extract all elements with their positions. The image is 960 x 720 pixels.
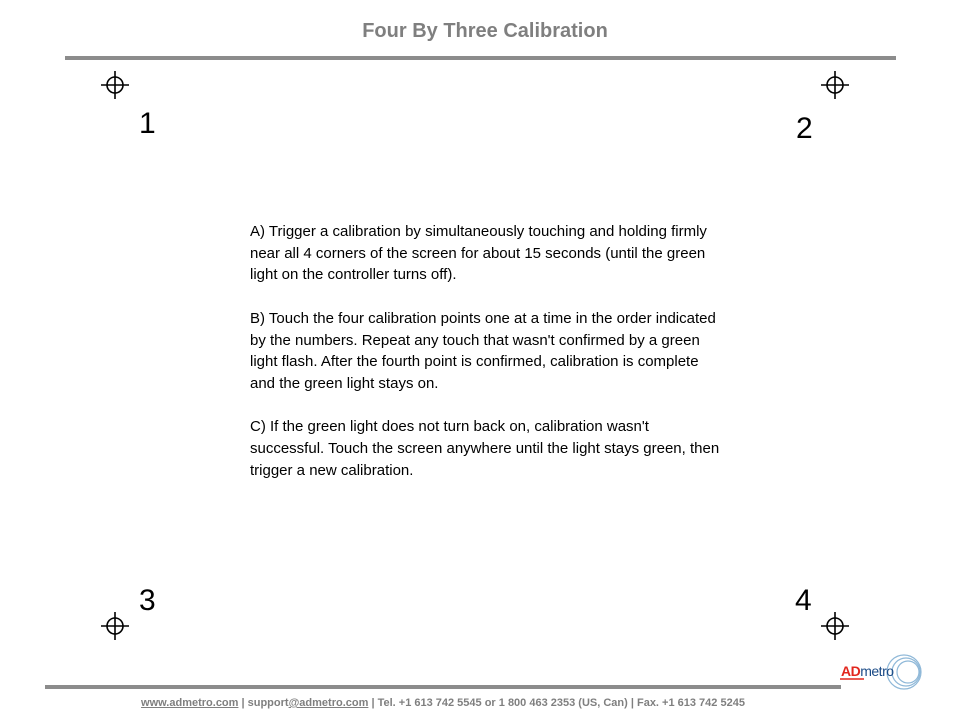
footer-phone-fax: | Tel. +1 613 742 5545 or 1 800 463 2353 (US, Can) | Fax. +1 613 742 5245 bbox=[368, 697, 745, 709]
logo-ad: AD bbox=[841, 663, 861, 679]
support-email-link[interactable]: @admetro.com bbox=[288, 697, 369, 709]
website-link[interactable]: www.admetro.com bbox=[141, 697, 239, 709]
calibration-instructions bbox=[250, 221, 720, 503]
calibration-point-4-crosshair-icon[interactable] bbox=[820, 611, 850, 641]
page-title: Four By Three Calibration bbox=[362, 20, 608, 42]
calibration-point-1-label: 1 bbox=[139, 107, 156, 140]
footer-support-prefix: | support bbox=[238, 697, 289, 709]
logo-metro: metro bbox=[860, 663, 894, 679]
calibration-point-2-crosshair-icon[interactable] bbox=[820, 70, 850, 100]
instruction-step-c: C) If the green light does not turn back on, calibration wasn't successful. Touch the screen anywhere until the light stays green, then trigger a new calibration. bbox=[250, 418, 720, 479]
calibration-point-3-label: 3 bbox=[139, 584, 156, 617]
calibration-point-2-label: 2 bbox=[796, 112, 813, 145]
instruction-step-a: A) Trigger a calibration by simultaneously touching and holding firmly near all 4 corners of the screen for about 15 seconds (until the green light on the controller turns off). bbox=[250, 223, 707, 284]
calibration-point-3-crosshair-icon[interactable] bbox=[100, 611, 130, 641]
instruction-step-b: B) Touch the four calibration points one at a time in the order indicated by the numbers. Repeat any touch that wasn't confirmed by a green light flash. After the fourth point is confirmed, calibration is complete and the green light stays on. bbox=[250, 309, 716, 392]
top-divider bbox=[65, 56, 896, 60]
calibration-point-4-label: 4 bbox=[795, 584, 812, 617]
logo-text bbox=[841, 663, 894, 679]
bottom-divider bbox=[45, 685, 841, 689]
admetro-logo bbox=[838, 652, 930, 692]
footer-contact bbox=[0, 697, 886, 709]
calibration-point-1-crosshair-icon[interactable] bbox=[100, 70, 130, 100]
